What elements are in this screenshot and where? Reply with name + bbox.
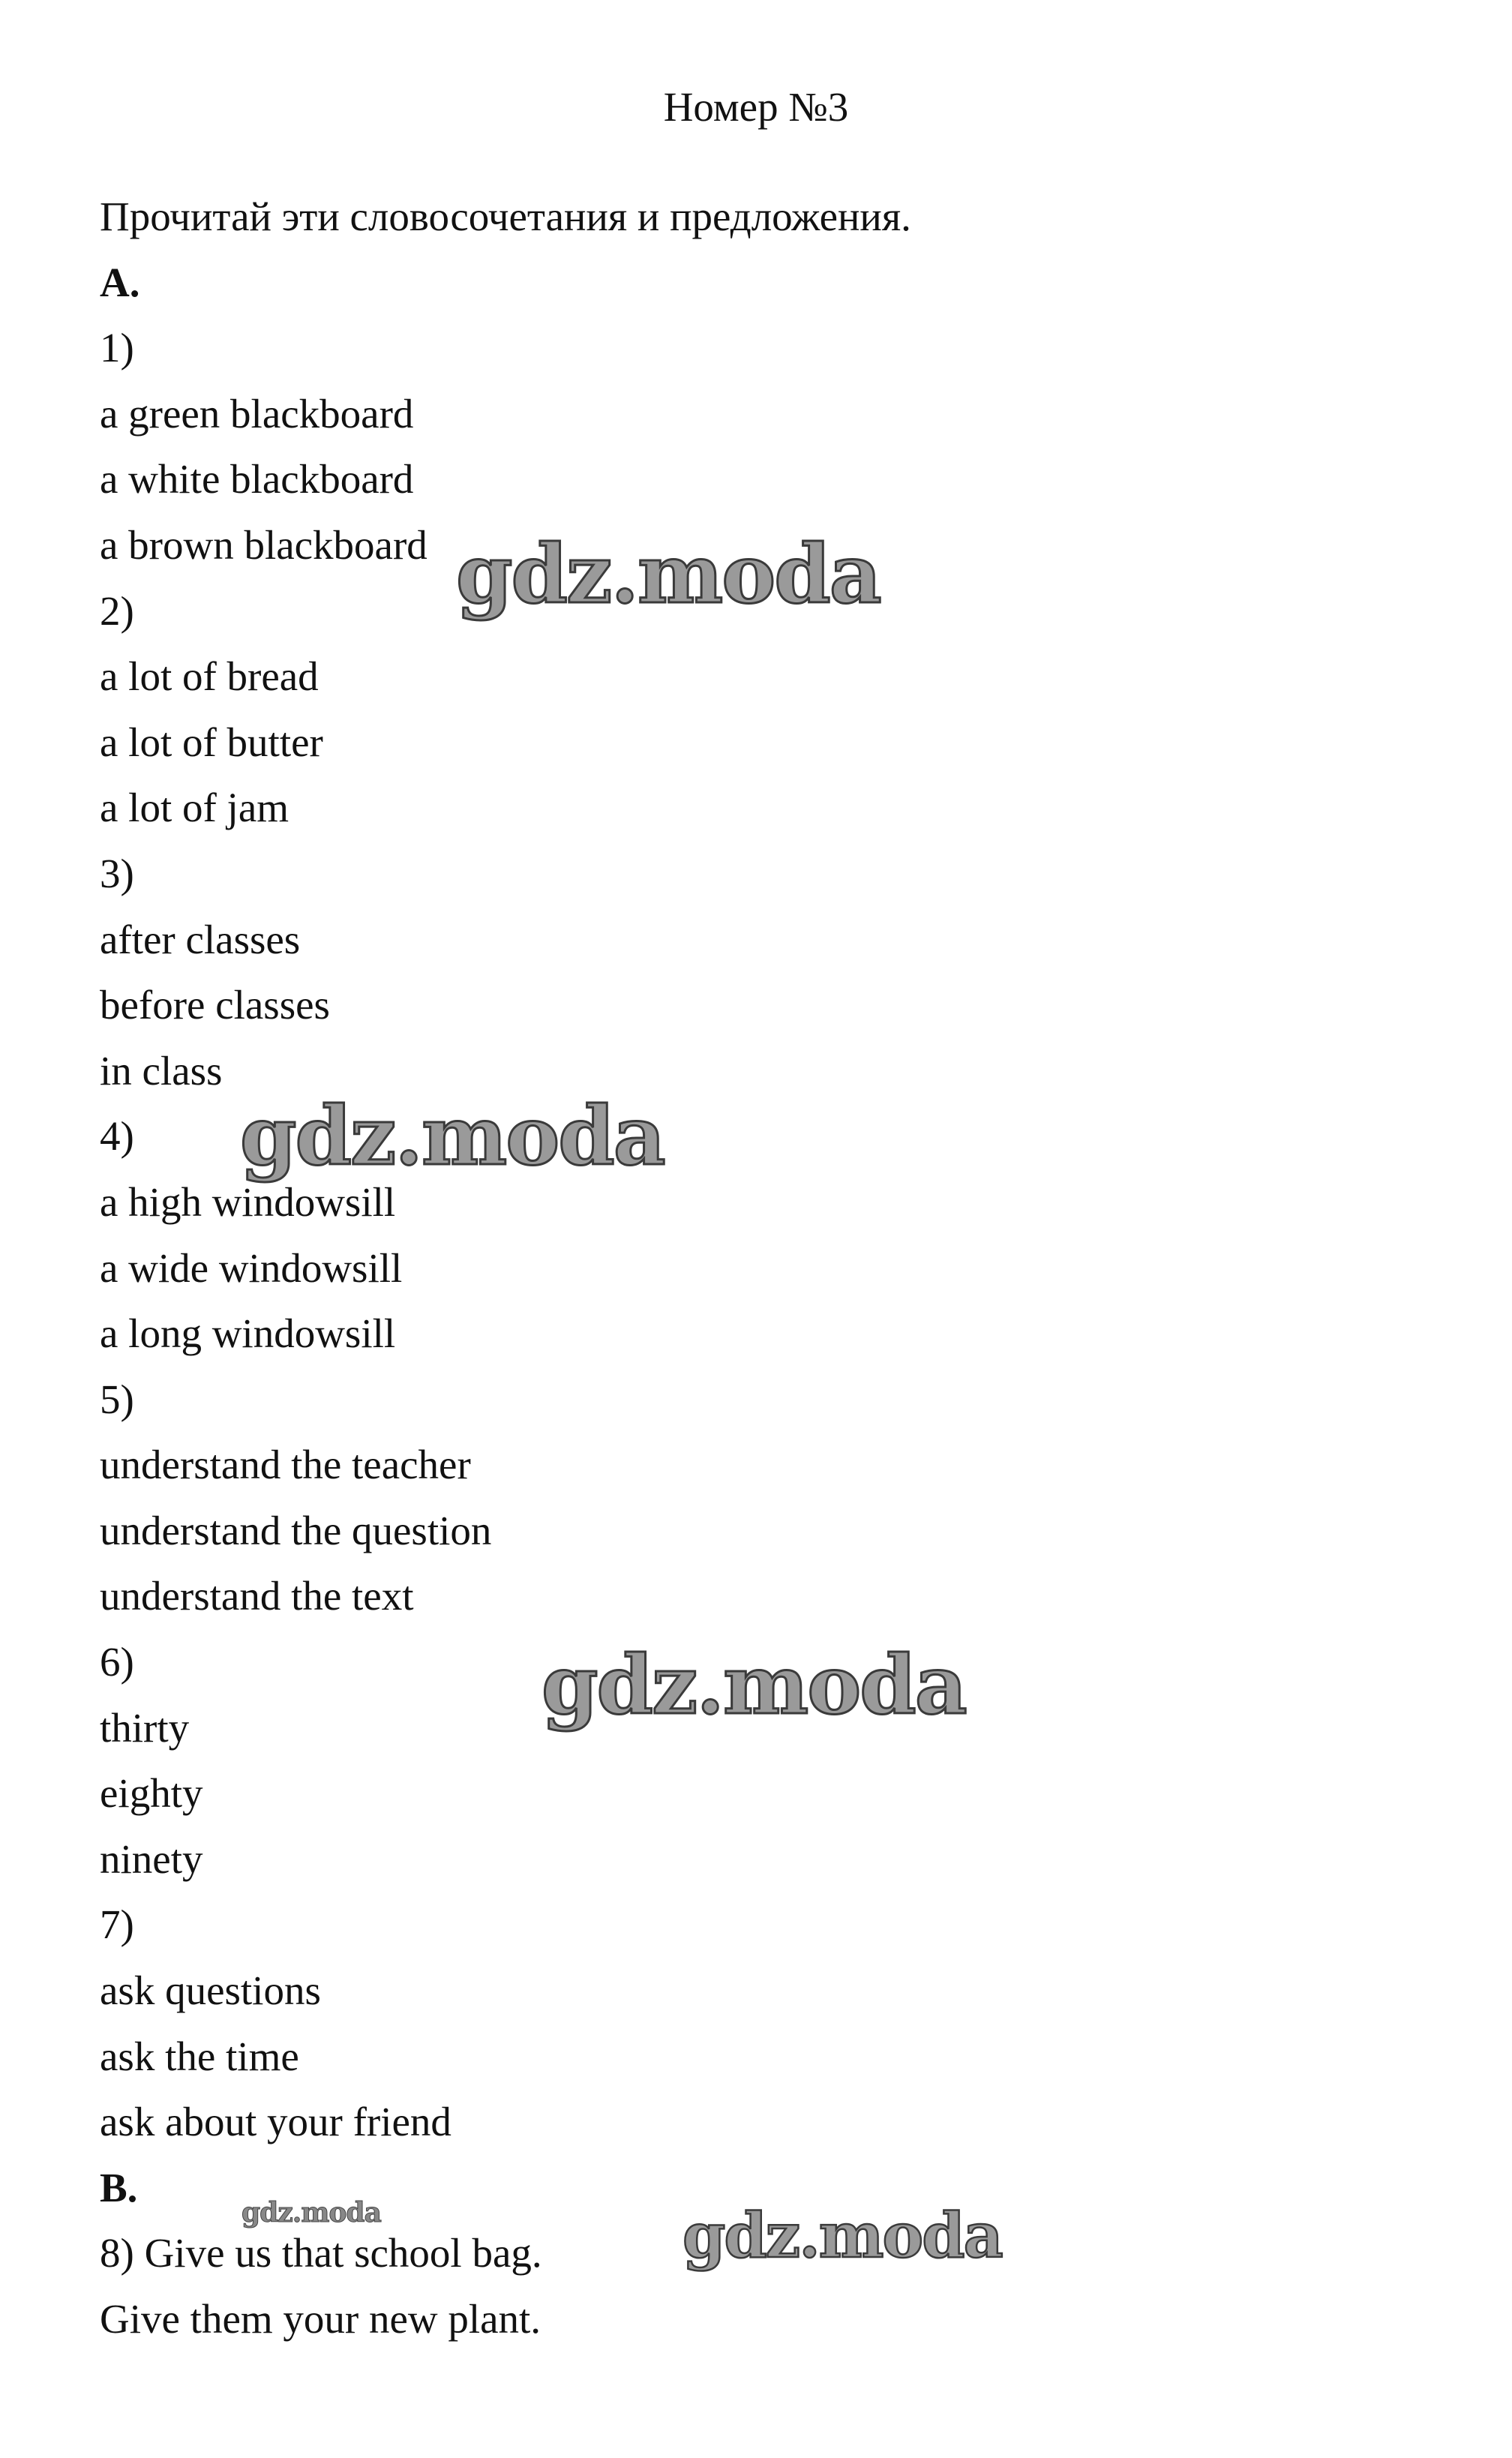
list-item: a long windowsill bbox=[100, 1310, 396, 1357]
item-number: 7) bbox=[100, 1901, 134, 1948]
item-number: 1) bbox=[100, 325, 134, 371]
list-item: before classes bbox=[100, 982, 330, 1028]
list-item: a lot of butter bbox=[100, 719, 323, 765]
watermark-small: gdz.moda bbox=[242, 2197, 381, 2228]
list-item: in class bbox=[100, 1047, 223, 1094]
exercise-content bbox=[100, 184, 1450, 2352]
item-number: 5) bbox=[100, 1376, 134, 1422]
list-item: thirty bbox=[100, 1704, 190, 1751]
list-item: Give them your new plant. bbox=[100, 2296, 542, 2342]
list-item: a green blackboard bbox=[100, 390, 414, 437]
item-number: 4) bbox=[100, 1113, 134, 1160]
list-item: understand the teacher bbox=[100, 1442, 471, 1488]
list-item: ask the time bbox=[100, 2033, 299, 2079]
instruction-text: Прочитай эти словосочетания и предложения. bbox=[100, 194, 911, 239]
watermark: gdz.moda bbox=[240, 1089, 664, 1184]
list-item: a high windowsill bbox=[100, 1178, 396, 1225]
item-number: 3) bbox=[100, 850, 134, 896]
page-title: Номер №3 bbox=[663, 84, 849, 130]
list-item: a wide windowsill bbox=[100, 1244, 403, 1291]
list-item: after classes bbox=[100, 916, 301, 962]
list-item: 8) Give us that school bag. bbox=[100, 2230, 542, 2276]
section-heading: A. bbox=[100, 259, 140, 305]
list-item: a white blackboard bbox=[100, 456, 414, 503]
list-item: eighty bbox=[100, 1770, 203, 1817]
list-item: a brown blackboard bbox=[100, 521, 428, 568]
watermark: gdz.moda bbox=[542, 1638, 966, 1733]
watermark: gdz.moda bbox=[456, 527, 880, 622]
list-item: ninety bbox=[100, 1835, 203, 1882]
watermark: gdz.moda bbox=[682, 2200, 1002, 2272]
section-heading: B. bbox=[100, 2164, 138, 2210]
item-number: 6) bbox=[100, 1639, 134, 1685]
list-item: ask questions bbox=[100, 1967, 321, 2014]
list-item: understand the question bbox=[100, 1507, 492, 1553]
list-item: ask about your friend bbox=[100, 2099, 452, 2145]
list-item: a lot of jam bbox=[100, 785, 290, 831]
item-number: 2) bbox=[100, 587, 134, 634]
list-item: understand the text bbox=[100, 1573, 414, 1619]
list-item: a lot of bread bbox=[100, 653, 319, 700]
